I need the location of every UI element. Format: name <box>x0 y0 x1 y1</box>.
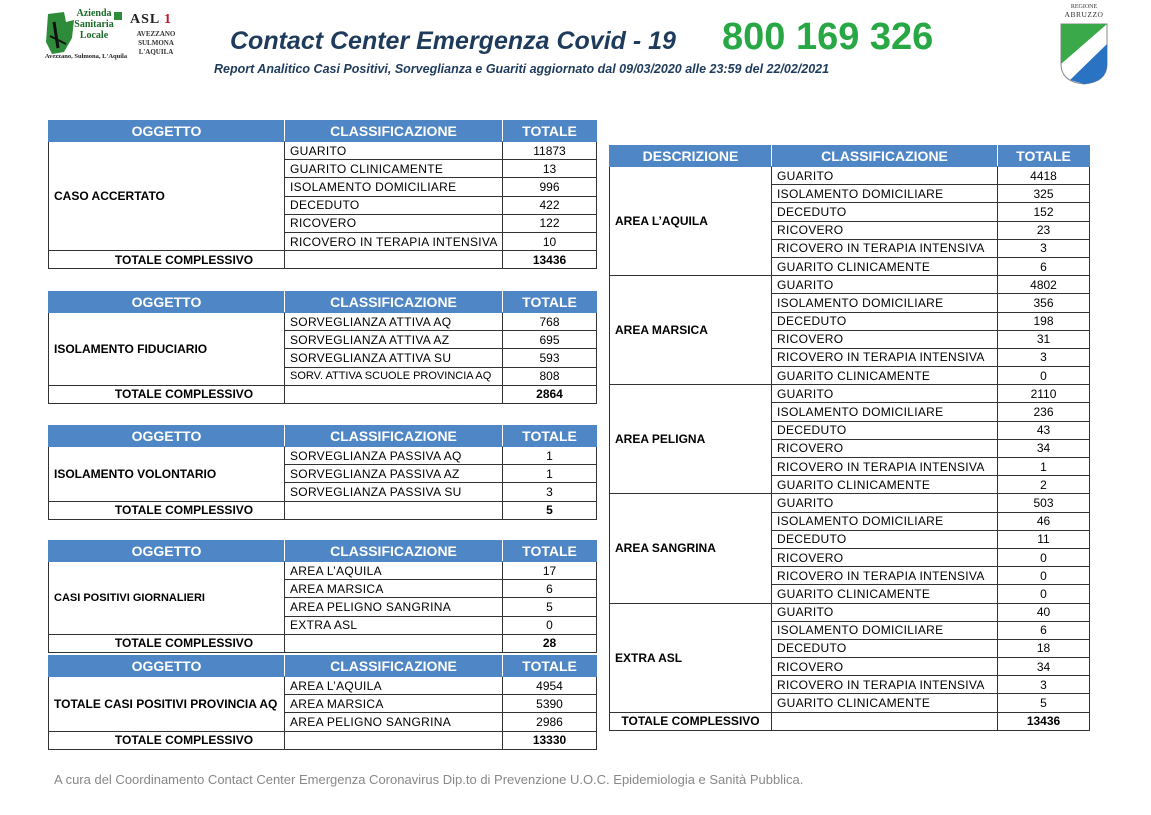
total-value: 2864 <box>503 385 597 403</box>
asl-logo <box>44 8 184 70</box>
classification: ISOLAMENTO DOMICILIARE <box>772 403 998 421</box>
value: 18 <box>998 639 1090 657</box>
value: 3 <box>503 483 597 501</box>
value: 3 <box>998 239 1090 257</box>
col-header: CLASSIFICAZIONE <box>285 292 503 313</box>
value: 2 <box>998 476 1090 494</box>
value: 34 <box>998 658 1090 676</box>
classification: EXTRA ASL <box>285 616 503 634</box>
classification: RICOVERO <box>285 214 503 232</box>
classification: SORVEGLIANZA ATTIVA AZ <box>285 331 503 349</box>
area-label: EXTRA ASL <box>610 603 772 712</box>
classification: DECEDUTO <box>772 530 998 548</box>
col-header: TOTALE <box>998 146 1090 167</box>
value: 152 <box>998 203 1090 221</box>
value: 40 <box>998 603 1090 621</box>
classification: AREA PELIGNO SANGRINA <box>285 598 503 616</box>
col-header: DESCRIZIONE <box>610 146 772 167</box>
classification: RICOVERO IN TERAPIA INTENSIVA <box>285 232 503 250</box>
classification: GUARITO CLINICAMENTE <box>772 476 998 494</box>
regione-label: REGIONE ABRUZZO <box>1064 4 1104 19</box>
value: 6 <box>998 257 1090 275</box>
col-header: CLASSIFICAZIONE <box>285 541 503 562</box>
page-subtitle: Report Analitico Casi Positivi, Sorveglianza e Guariti aggiornato dal 09/03/2020 alle 23:59 del 22/02/2021 <box>214 62 830 76</box>
classification: DECEDUTO <box>772 639 998 657</box>
classification: GUARITO <box>285 142 503 160</box>
classification: AREA L’AQUILA <box>285 677 503 695</box>
value: 0 <box>503 616 597 634</box>
col-header: OGGETTO <box>49 656 285 677</box>
value: 695 <box>503 331 597 349</box>
value: 31 <box>998 330 1090 348</box>
classification: SORVEGLIANZA ATTIVA SU <box>285 349 503 367</box>
object-label: CASO ACCERTATO <box>49 142 285 251</box>
value: 996 <box>503 178 597 196</box>
total-value: 13436 <box>503 251 597 269</box>
value: 5390 <box>503 695 597 713</box>
value: 1 <box>503 465 597 483</box>
footer-note: A cura del Coordinamento Contact Center Emergenza Coronavirus Dip.to di Prevenzione U.O.C. Epidemiologia e Sanità Pubblica. <box>54 772 804 787</box>
classification: AREA L’AQUILA <box>285 562 503 580</box>
area-label: AREA L’AQUILA <box>610 167 772 276</box>
value: 0 <box>998 548 1090 566</box>
classification: DECEDUTO <box>772 203 998 221</box>
value: 325 <box>998 185 1090 203</box>
col-header: CLASSIFICAZIONE <box>285 121 503 142</box>
classification: RICOVERO IN TERAPIA INTENSIVA <box>772 458 998 476</box>
table-casi-positivi-giornalieri <box>48 540 597 653</box>
value: 1 <box>503 447 597 465</box>
asl-code: ASL 1 <box>130 12 172 27</box>
col-header: TOTALE <box>503 656 597 677</box>
classification: GUARITO CLINICAMENTE <box>772 694 998 712</box>
value: 356 <box>998 294 1090 312</box>
col-header: TOTALE <box>503 292 597 313</box>
classification: GUARITO <box>772 385 998 403</box>
value: 6 <box>998 621 1090 639</box>
classification: RICOVERO <box>772 439 998 457</box>
classification: SORVEGLIANZA PASSIVA AZ <box>285 465 503 483</box>
classification: GUARITO CLINICAMENTE <box>772 367 998 385</box>
classification: GUARITO CLINICAMENTE <box>772 257 998 275</box>
value: 1 <box>998 458 1090 476</box>
object-label: ISOLAMENTO VOLONTARIO <box>49 447 285 502</box>
col-header: OGGETTO <box>49 292 285 313</box>
col-header: OGGETTO <box>49 121 285 142</box>
classification: RICOVERO <box>772 658 998 676</box>
col-header: TOTALE <box>503 121 597 142</box>
value: 46 <box>998 512 1090 530</box>
classification: SORVEGLIANZA ATTIVA AQ <box>285 313 503 331</box>
classification: RICOVERO IN TERAPIA INTENSIVA <box>772 567 998 585</box>
total-label: TOTALE COMPLESSIVO <box>49 501 285 519</box>
total-value: 28 <box>503 634 597 652</box>
value: 198 <box>998 312 1090 330</box>
total-label: TOTALE COMPLESSIVO <box>49 251 285 269</box>
classification: RICOVERO IN TERAPIA INTENSIVA <box>772 239 998 257</box>
total-label: TOTALE COMPLESSIVO <box>610 712 772 730</box>
value: 10 <box>503 232 597 250</box>
value: 11 <box>998 530 1090 548</box>
value: 768 <box>503 313 597 331</box>
page-title: Contact Center Emergenza Covid - 19 <box>230 27 676 55</box>
value: 3 <box>998 348 1090 366</box>
value: 808 <box>503 367 597 385</box>
value: 3 <box>998 676 1090 694</box>
col-header: CLASSIFICAZIONE <box>285 426 503 447</box>
value: 5 <box>998 694 1090 712</box>
area-label: AREA SANGRINA <box>610 494 772 603</box>
col-header: CLASSIFICAZIONE <box>772 146 998 167</box>
classification: GUARITO <box>772 603 998 621</box>
classification: DECEDUTO <box>772 312 998 330</box>
value: 0 <box>998 585 1090 603</box>
asl-subtitle: AVEZZANO SULMONA L'AQUILA <box>136 30 176 56</box>
classification: GUARITO CLINICAMENTE <box>285 160 503 178</box>
total-value: 5 <box>503 501 597 519</box>
value: 11873 <box>503 142 597 160</box>
area-label: AREA PELIGNA <box>610 385 772 494</box>
value: 6 <box>503 580 597 598</box>
value: 0 <box>998 367 1090 385</box>
asl-locations: Avezzano, Sulmona, L'Aquila <box>44 53 128 60</box>
classification: DECEDUTO <box>285 196 503 214</box>
object-label: TOTALE CASI POSITIVI PROVINCIA AQ <box>49 677 285 732</box>
classification: ISOLAMENTO DOMICILIARE <box>285 178 503 196</box>
table-isolamento-fiduciario <box>48 291 597 404</box>
value: 593 <box>503 349 597 367</box>
object-label: ISOLAMENTO FIDUCIARIO <box>49 313 285 386</box>
regione-logo <box>1058 4 1110 84</box>
asl-name: Azienda Sanitaria Locale <box>74 8 114 41</box>
total-value: 13330 <box>503 731 597 749</box>
value: 4802 <box>998 276 1090 294</box>
value: 5 <box>503 598 597 616</box>
total-label: TOTALE COMPLESSIVO <box>49 385 285 403</box>
regione-shield-icon <box>1058 20 1110 86</box>
classification: RICOVERO IN TERAPIA INTENSIVA <box>772 676 998 694</box>
classification: GUARITO <box>772 494 998 512</box>
total-value: 13436 <box>998 712 1090 730</box>
col-header: TOTALE <box>503 426 597 447</box>
table-caso-accertato <box>48 120 597 269</box>
classification: RICOVERO IN TERAPIA INTENSIVA <box>772 348 998 366</box>
classification: AREA PELIGNO SANGRINA <box>285 713 503 731</box>
classification: ISOLAMENTO DOMICILIARE <box>772 621 998 639</box>
classification: AREA MARSICA <box>285 695 503 713</box>
col-header: CLASSIFICAZIONE <box>285 656 503 677</box>
table-isolamento-volontario <box>48 425 597 520</box>
value: 0 <box>998 567 1090 585</box>
value: 43 <box>998 421 1090 439</box>
col-header: OGGETTO <box>49 541 285 562</box>
classification: RICOVERO <box>772 221 998 239</box>
value: 122 <box>503 214 597 232</box>
area-label: AREA MARSICA <box>610 276 772 385</box>
classification: ISOLAMENTO DOMICILIARE <box>772 294 998 312</box>
total-label: TOTALE COMPLESSIVO <box>49 634 285 652</box>
classification: RICOVERO <box>772 548 998 566</box>
total-label: TOTALE COMPLESSIVO <box>49 731 285 749</box>
value: 23 <box>998 221 1090 239</box>
classification: DECEDUTO <box>772 421 998 439</box>
classification: GUARITO <box>772 276 998 294</box>
classification: GUARITO CLINICAMENTE <box>772 585 998 603</box>
value: 236 <box>998 403 1090 421</box>
classification: ISOLAMENTO DOMICILIARE <box>772 185 998 203</box>
object-label: CASI POSITIVI GIORNALIERI <box>49 562 285 635</box>
col-header: TOTALE <box>503 541 597 562</box>
value: 4418 <box>998 167 1090 185</box>
phone-number: 800 169 326 <box>722 16 934 58</box>
value: 503 <box>998 494 1090 512</box>
classification: SORVEGLIANZA PASSIVA SU <box>285 483 503 501</box>
classification: RICOVERO <box>772 330 998 348</box>
col-header: OGGETTO <box>49 426 285 447</box>
value: 13 <box>503 160 597 178</box>
table-totale-casi-provincia <box>48 655 597 750</box>
classification: AREA MARSICA <box>285 580 503 598</box>
table-aree <box>609 145 1090 731</box>
value: 2110 <box>998 385 1090 403</box>
value: 422 <box>503 196 597 214</box>
classification: ISOLAMENTO DOMICILIARE <box>772 512 998 530</box>
classification: GUARITO <box>772 167 998 185</box>
classification: SORVEGLIANZA PASSIVA AQ <box>285 447 503 465</box>
value: 17 <box>503 562 597 580</box>
value: 34 <box>998 439 1090 457</box>
value: 4954 <box>503 677 597 695</box>
value: 2986 <box>503 713 597 731</box>
classification: SORV. ATTIVA SCUOLE PROVINCIA AQ <box>285 367 503 385</box>
